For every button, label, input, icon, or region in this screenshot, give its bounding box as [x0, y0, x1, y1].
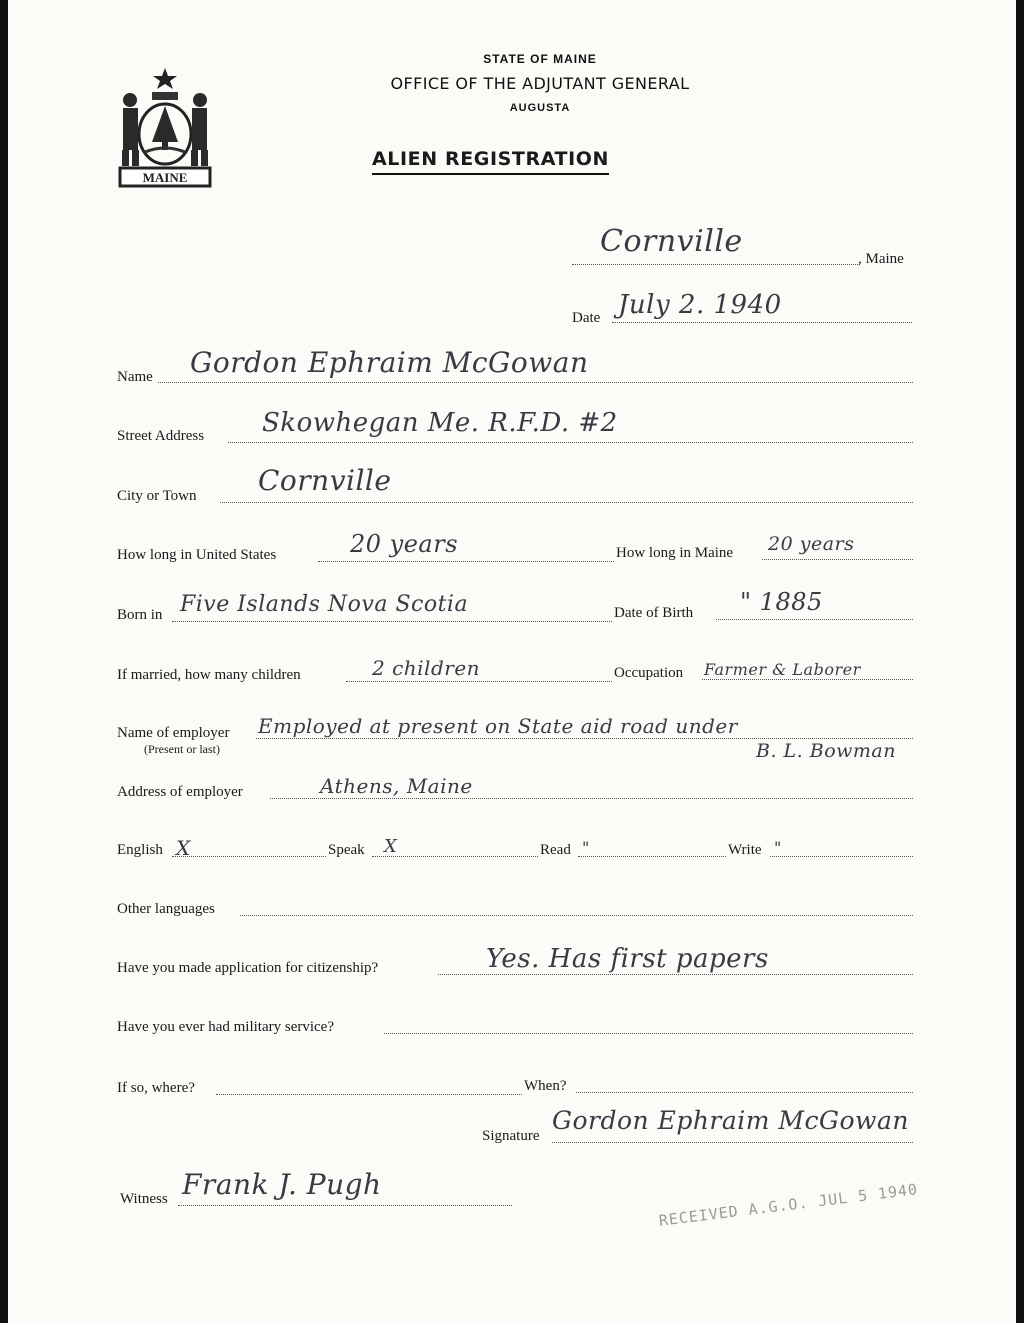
read-label: Read [540, 842, 571, 858]
when-line [576, 1092, 913, 1093]
city-label: City or Town [117, 488, 197, 504]
born-in-line [172, 621, 612, 622]
maine-label: , Maine [858, 251, 904, 267]
maine-state-seal [112, 64, 218, 190]
born-in-entry: Five Islands Nova Scotia [180, 592, 469, 617]
witness-entry: Frank J. Pugh [182, 1168, 382, 1201]
city-entry: Cornville [258, 464, 392, 497]
date-line [612, 322, 912, 323]
how-long-maine-entry: 20 years [768, 533, 855, 555]
employer-address-entry: Athens, Maine [320, 774, 473, 798]
street-address-label: Street Address [117, 428, 205, 444]
witness-line [178, 1205, 512, 1206]
signature-label: Signature [482, 1128, 540, 1144]
header-city: AUGUSTA [509, 102, 571, 114]
military-label: Have you ever had military service? [117, 1019, 334, 1035]
witness-label: Witness [120, 1191, 168, 1207]
employer-note: (Present or last) [144, 742, 220, 756]
english-label: English [117, 842, 163, 858]
english-line [172, 856, 326, 857]
form-title: ALIEN REGISTRATION [372, 148, 609, 175]
signature-entry: Gordon Ephraim McGowan [552, 1106, 909, 1135]
header-state: STATE OF MAINE [483, 52, 597, 66]
born-in-label: Born in [117, 607, 163, 623]
name-label: Name [117, 369, 153, 385]
english-entry: X [176, 836, 191, 860]
name-line [158, 382, 913, 383]
children-label: If married, how many children [117, 667, 301, 683]
other-languages-line [240, 915, 913, 916]
name-entry: Gordon Ephraim McGowan [190, 346, 589, 379]
write-entry: " [774, 838, 782, 857]
date-entry: July 2. 1940 [618, 290, 782, 320]
employer-address-line [270, 798, 913, 799]
employer-address-label: Address of employer [117, 784, 243, 800]
where-label: If so, where? [117, 1080, 195, 1096]
occupation-label: Occupation [614, 665, 684, 681]
employer-name-entry: Employed at present on State aid road under [258, 714, 738, 738]
date-of-birth-line [716, 619, 913, 620]
how-long-us-entry: 20 years [350, 530, 459, 558]
other-languages-label: Other languages [117, 901, 215, 917]
how-long-maine-label: How long in Maine [616, 545, 734, 561]
employer-name-entry-2: B. L. Bowman [756, 740, 896, 762]
place-line [572, 264, 858, 265]
write-label: Write [728, 842, 762, 858]
occupation-line [702, 679, 913, 680]
received-stamp: RECEIVED A.G.O. JUL 5 1940 [657, 1180, 919, 1230]
military-line [384, 1033, 913, 1034]
date-of-birth-entry: " 1885 [740, 588, 823, 616]
city-line [220, 502, 913, 503]
how-long-maine-line [762, 559, 913, 560]
when-label: When? [524, 1078, 567, 1094]
how-long-us-label: How long in United States [117, 547, 277, 563]
employer-name-line [256, 738, 913, 739]
occupation-entry: Farmer & Laborer [704, 660, 861, 679]
seal-label: MAINE [142, 170, 188, 185]
children-line [346, 681, 612, 682]
date-label: Date [572, 310, 601, 326]
street-address-entry: Skowhegan Me. R.F.D. #2 [262, 408, 618, 438]
speak-entry: X [384, 836, 398, 857]
citizenship-label: Have you made application for citizenship? [117, 960, 379, 976]
citizenship-entry: Yes. Has first papers [486, 944, 769, 974]
scan-border-left [0, 0, 8, 1323]
where-line [216, 1094, 522, 1095]
read-entry: " [582, 838, 590, 857]
citizenship-line [438, 974, 913, 975]
speak-label: Speak [328, 842, 365, 858]
place-entry: Cornville [600, 224, 743, 259]
write-line [770, 856, 913, 857]
children-entry: 2 children [372, 656, 481, 680]
scan-border-right [1016, 0, 1024, 1323]
employer-name-label: Name of employer [117, 725, 230, 741]
read-line [578, 856, 726, 857]
header-office: OFFICE OF THE ADJUTANT GENERAL [390, 74, 690, 93]
signature-line [552, 1142, 913, 1143]
date-of-birth-label: Date of Birth [614, 605, 694, 621]
street-address-line [228, 442, 913, 443]
how-long-us-line [318, 561, 614, 562]
